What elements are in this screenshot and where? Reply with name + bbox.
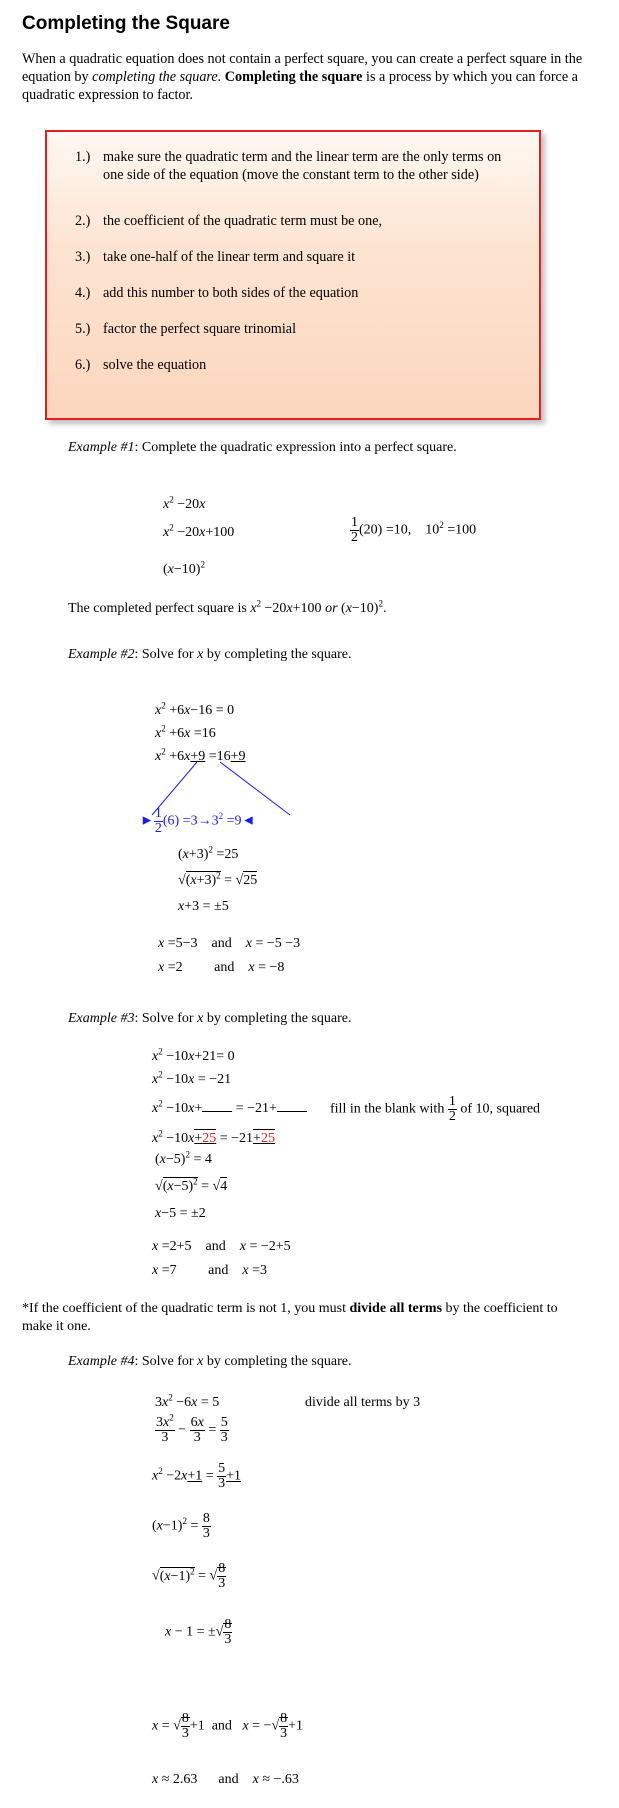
ex1-line-3: $(x-10)^2$ <box>163 559 205 577</box>
page-title: Completing the Square <box>22 13 230 34</box>
example-2-heading: Example #2: Solve for x by completing the square. <box>68 647 352 662</box>
ex3-line-4: $x^2 -10x+25 = -21+25$ <box>152 1128 275 1146</box>
example-label: Example #1 <box>68 440 135 455</box>
step-5 <box>75 320 515 338</box>
ex4-solution-1: x = √ $\frac{8}{3}$ +1 and x = −√ $\frac{8}{3}$ +1 <box>152 1711 304 1741</box>
ex4-hint: divide all terms by 3 <box>305 1395 421 1410</box>
ex3-line-5: $(x-5)^2 = 4$ <box>155 1149 212 1167</box>
ex2-line-5: $√(x+3)^2 = √25$ <box>178 870 258 888</box>
step-number: 2.) <box>75 213 91 229</box>
note-strong: divide all terms <box>349 1301 443 1316</box>
step-text: factor the perfect square trinomial <box>103 321 297 337</box>
hint-text-end: of 10, squared <box>456 1101 541 1117</box>
step-2 <box>75 212 515 230</box>
and-text: and <box>211 936 232 951</box>
ex4-line-5: $√(x-1)^2$ = √ $\frac{8}{3}$ <box>152 1561 226 1591</box>
example-label: Example #2 <box>68 647 135 662</box>
example-description: : Solve for <box>134 1011 198 1026</box>
example-description: : Complete the quadratic expression into a perfect square. <box>134 440 457 455</box>
conclusion-or: or <box>325 601 338 616</box>
ex2-half-squared: ► $\frac{1}{2}$ $(6) =3\to 3^2$ =9◄ <box>140 806 256 836</box>
coefficient-note <box>22 1300 582 1336</box>
intro-paragraph <box>22 50 602 104</box>
step-number: 5.) <box>75 321 91 337</box>
example-4-heading: Example #4: Solve for x by completing the square. <box>68 1354 352 1369</box>
step-number: 1.) <box>75 149 91 165</box>
note-text-end: by the coefficient to make it one. <box>22 1301 558 1334</box>
ex4-line-1: $3x^2 -6x = 5$ <box>155 1392 220 1410</box>
and-text: and <box>208 1263 229 1278</box>
ex3-solution-2: x =7 and x =3 <box>152 1263 267 1278</box>
step-number: 3.) <box>75 249 91 265</box>
step-3 <box>75 248 515 266</box>
steps-box <box>45 130 541 420</box>
example-description: : Solve for <box>134 647 198 662</box>
ex2-line-4: $(x+3)^2 =25$ <box>178 844 239 862</box>
intro-strong: Completing the square <box>224 69 363 85</box>
ex3-line-3: $x^2 -10x+ = -21+$ <box>152 1102 307 1116</box>
step-number: 6.) <box>75 357 91 373</box>
and-text: and <box>205 1239 226 1254</box>
ex4-line-2: $\frac{3x^2}{3}$ − $\frac{6x}{3}$ = $\frac{5}{3}$ <box>156 1412 228 1445</box>
step-text: take one-half of the linear term and square it <box>103 249 356 265</box>
ex4-line-4: $(x-1)^2$ = $\frac{8}{3}$ <box>152 1511 210 1541</box>
step-1 <box>75 148 515 184</box>
ex1-line-1: $x^2 -20x$ <box>163 494 206 512</box>
and-text: and <box>214 960 235 975</box>
conclusion-text: The completed perfect square is <box>68 601 251 616</box>
ex1-side-work: $\frac{1}{2}$ (20) =10, $10^2 =100$ <box>351 515 477 545</box>
ex2-line-3: $x^2 +6x+9 =16+9$ <box>155 746 246 764</box>
hint-text: fill in the blank with <box>330 1101 448 1117</box>
ex1-line-2: $x^2 -20x+100$ <box>163 522 235 540</box>
ex4-line-3: $x^2 -2x+1$ = $\frac{5}{3}$ +1 <box>152 1461 242 1491</box>
ex1-conclusion: The completed perfect square is $x^2 -20x+100$ or $(x-10)^2$. <box>68 598 387 616</box>
ex2-solution-1: x =5−3 and x = −5 −3 <box>158 936 301 951</box>
ex2-line-1: $x^2 +6x-16 = 0$ <box>155 700 235 718</box>
step-text: the coefficient of the quadratic term must be one, <box>103 213 383 229</box>
ex2-line-6: x+3 = ±5 <box>178 899 229 914</box>
step-text: add this number to both sides of the equation <box>103 285 359 301</box>
step-text: make sure the quadratic term and the linear term are the only terms on one side of the equation (move the constant term to the other side) <box>103 149 502 183</box>
note-text: *If the coefficient of the quadratic term is not 1, you must <box>22 1301 350 1316</box>
intro-text-end: is a process by which you can force a quadratic expression to factor. <box>22 69 578 103</box>
step-text: solve the equation <box>103 357 207 373</box>
example-description-end: by completing the square. <box>203 1011 352 1026</box>
ex3-hint: fill in the blank with $\frac{1}{2}$ of 10, squared <box>330 1094 541 1124</box>
ex2-solution-2: x =2 and x = −8 <box>158 960 285 975</box>
ex3-solution-1: x =2+5 and x = −2+5 <box>152 1239 291 1254</box>
example-description-end: by completing the square. <box>203 1354 352 1369</box>
example-label: Example #3 <box>68 1011 135 1026</box>
and-text: and <box>211 1718 232 1734</box>
ex4-line-6: x − 1 = ±√ $\frac{8}{3}$ <box>165 1617 232 1647</box>
example-description: : Solve for <box>134 1354 198 1369</box>
ex3-line-7: x−5 = ±2 <box>155 1206 206 1221</box>
example-1-heading <box>68 441 457 455</box>
intro-emphasis: completing the square. <box>92 69 222 85</box>
intro-text: When a quadratic equation does not contain a perfect square, you can create a perfect square in the equation by <box>22 51 583 85</box>
step-6 <box>75 356 515 374</box>
step-number: 4.) <box>75 285 91 301</box>
example-description-end: by completing the square. <box>203 647 352 662</box>
and-text: and <box>218 1772 239 1787</box>
ex3-line-1: $x^2 -10x+21= 0$ <box>152 1046 235 1064</box>
ex3-line-2: $x^2 -10x = -21$ <box>152 1069 232 1087</box>
step-4 <box>75 284 515 302</box>
ex3-line-6: $√(x-5)^2 = √4$ <box>155 1176 228 1194</box>
ex4-solution-2: x ≈ 2.63 and x ≈ −.63 <box>152 1772 299 1787</box>
example-3-heading: Example #3: Solve for x by completing the square. <box>68 1011 352 1026</box>
ex2-line-2: $x^2 +6x =16$ <box>155 723 216 741</box>
example-label: Example #4 <box>68 1354 135 1369</box>
